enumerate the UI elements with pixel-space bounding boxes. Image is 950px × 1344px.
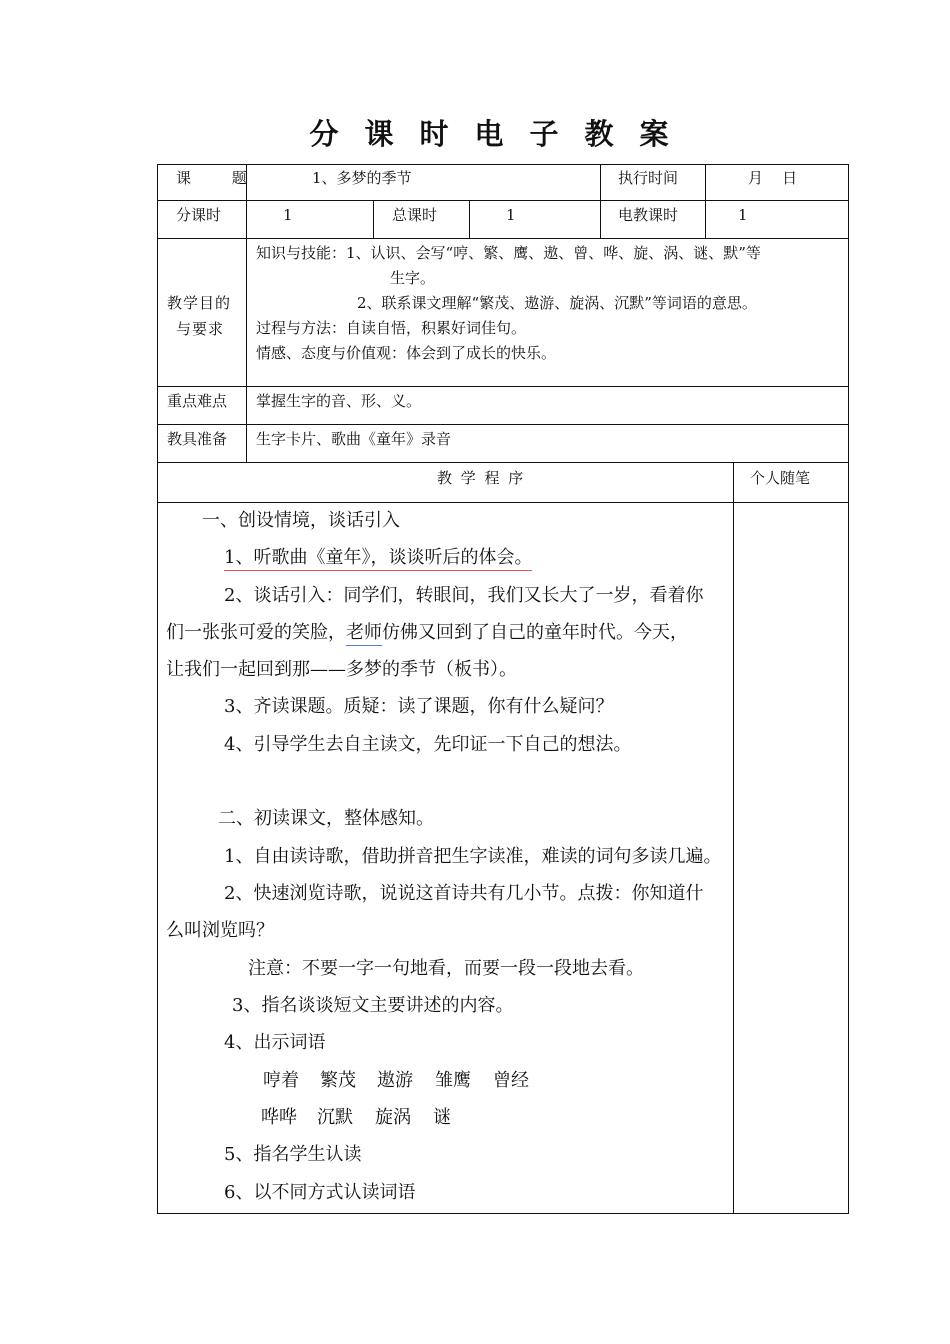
vocab-word: 谜: [433, 1107, 451, 1128]
table-line: [157, 164, 158, 1214]
vocab-word: 哗哗: [261, 1107, 297, 1128]
table-line: [373, 200, 374, 238]
table-line: [157, 200, 849, 201]
vocab-word: 繁茂: [320, 1070, 356, 1091]
table-line: [157, 238, 849, 239]
key-points-label: 重点难点: [167, 392, 228, 410]
elec-period-label: 电教课时: [618, 206, 679, 224]
table-line: [157, 462, 849, 463]
section2-step5: 5、指名学生认读: [224, 1144, 362, 1165]
section1-step1: 1、听歌曲《童年》，谈谈听后的体会。: [224, 549, 532, 571]
section2-step6: 6、以不同方式认读词语: [224, 1182, 416, 1203]
class-period-label: 分课时: [176, 206, 222, 224]
goals-label-line1: 教学目的: [167, 294, 232, 312]
goals-label-line2: 与要求: [176, 320, 225, 338]
topic-value: 1、多梦的季节: [312, 169, 412, 187]
goals-process: 过程与方法：自读自悟，积累好词佳句。: [256, 319, 527, 337]
marked-word: 老师: [346, 622, 382, 646]
table-line: [848, 164, 849, 1214]
section1-step3: 3、齐读课题。质疑：读了课题，你有什么疑问？: [224, 696, 614, 717]
elec-period-value: 1: [738, 206, 748, 224]
exec-time-value: 月 日: [748, 169, 798, 187]
table-line: [600, 164, 601, 238]
section1-step2c: 让我们一起回到那——多梦的季节（板书）。: [166, 659, 517, 680]
table-line: [733, 462, 734, 1214]
section1-step2a: 2、谈话引入：同学们，转眼间，我们又长大了一岁，看着你: [224, 585, 704, 606]
topic-label: 课 题: [176, 169, 265, 187]
section1-step2b: 们一张张可爱的笑脸，老师仿佛又回到了自己的童年时代。今天，: [166, 624, 688, 642]
materials-value: 生字卡片、歌曲《童年》录音: [256, 430, 452, 448]
section2-step3: 3、指名谈谈短文主要讲述的内容。: [232, 995, 514, 1016]
vocab-word: 曾经: [493, 1070, 529, 1091]
total-period-value: 1: [506, 206, 516, 224]
section2-step2a: 2、快速浏览诗歌，说说这首诗共有几小节。点拨：你知道什: [224, 883, 704, 904]
table-line: [157, 1213, 849, 1214]
goals-knowledge-2: 2、联系课文理解“繁茂、遨游、旋涡、沉默”等词语的意思。: [357, 294, 757, 312]
class-period-value: 1: [283, 206, 293, 224]
section2-step4: 4、出示词语: [224, 1032, 326, 1053]
materials-label: 教具准备: [167, 430, 228, 448]
table-line: [246, 164, 247, 462]
section1-title: 一、创设情境，谈话引入: [202, 510, 400, 531]
table-line: [157, 424, 849, 425]
vocab-word: 遨游: [377, 1070, 413, 1091]
table-line: [469, 200, 470, 238]
goals-knowledge-1b: 生字。: [390, 269, 436, 287]
total-period-label: 总课时: [392, 206, 438, 224]
table-line: [157, 164, 849, 165]
section2-title: 二、初读课文，整体感知。: [218, 808, 434, 829]
procedure-header: 教 学 程 序: [437, 469, 526, 487]
vocab-word: 雏鹰: [435, 1070, 471, 1091]
table-line: [157, 386, 849, 387]
goals-emotion: 情感、态度与价值观：体会到了成长的快乐。: [256, 344, 557, 362]
section1-step4: 4、引导学生去自主读文，先印证一下自己的想法。: [224, 734, 632, 755]
table-line: [157, 502, 849, 503]
vocab-word: 沉默: [317, 1107, 353, 1128]
exec-time-label: 执行时间: [618, 169, 679, 187]
section2-step1: 1、自由读诗歌，借助拼音把生字读准，难读的词句多读几遍。: [224, 846, 722, 867]
table-line: [705, 164, 706, 238]
section2-note: 注意：不要一字一句地看，而要一段一段地去看。: [248, 958, 644, 979]
goals-knowledge-1a: 知识与技能：1、认识、会写“哼、繁、鹰、遨、曾、哗、旋、涡、谜、默”等: [256, 244, 761, 262]
key-points-value: 掌握生字的音、形、义。: [256, 392, 422, 410]
section2-step2b: 么叫浏览吗？: [166, 920, 274, 941]
notes-header: 个人随笔: [750, 469, 811, 487]
vocab-word: 哼着: [263, 1070, 299, 1091]
page-title: 分课时电子教案: [309, 117, 695, 151]
vocab-word: 旋涡: [375, 1107, 411, 1128]
